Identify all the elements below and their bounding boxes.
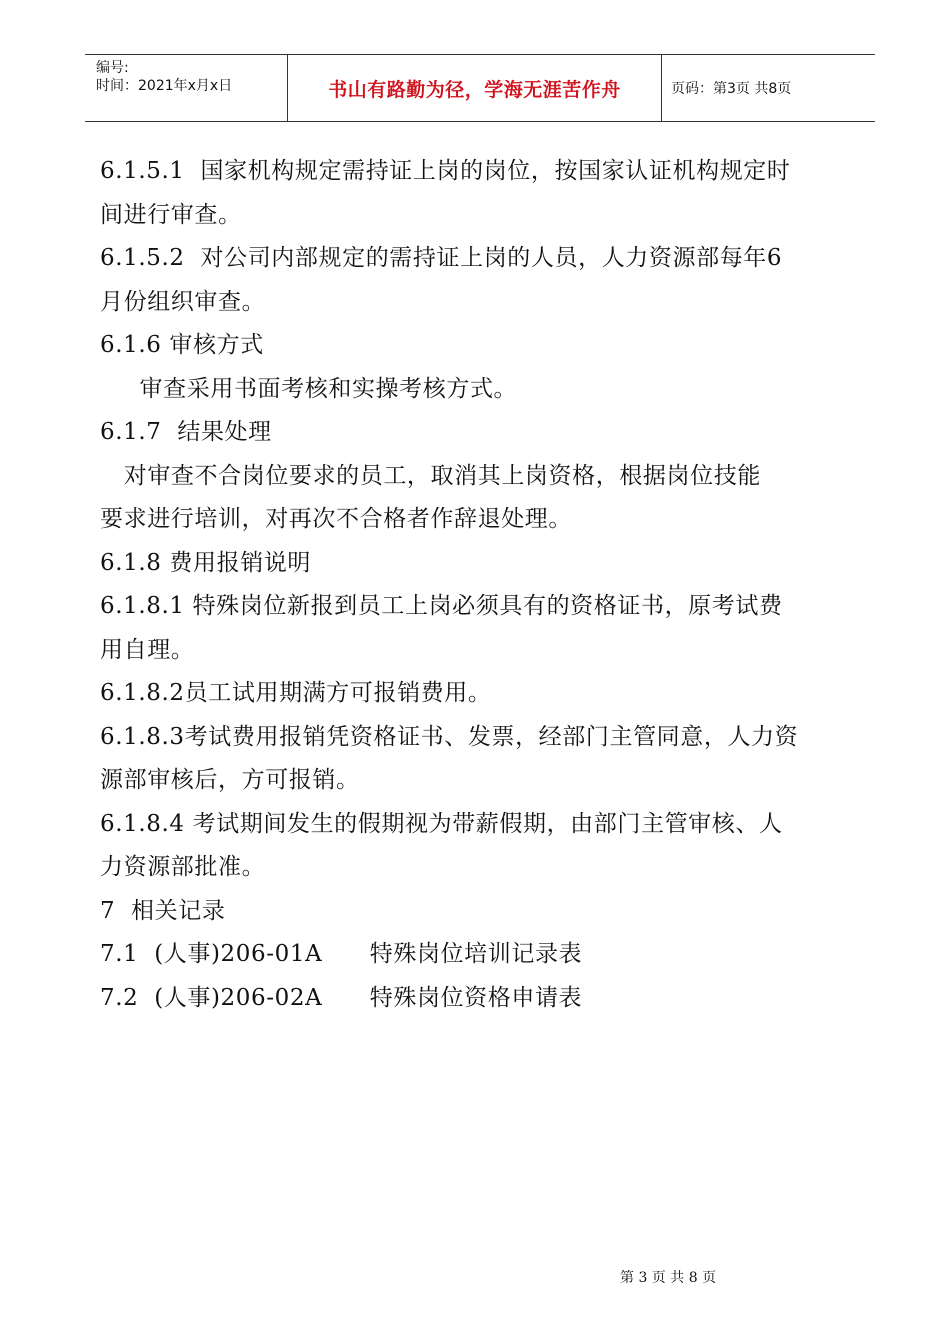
serial-number-label: 编号:	[96, 60, 129, 76]
record-item: 7.2 (人事)206-02A 特殊岗位资格申请表	[100, 984, 583, 1011]
header-meta	[85, 55, 288, 121]
header-motto: 书山有路勤为径，学海无涯苦作舟	[288, 55, 662, 121]
text-line: 用自理。	[100, 636, 195, 663]
date-label: 时间：2021年x月x日	[96, 78, 233, 94]
document-body	[100, 150, 860, 1020]
header-page-info: 页码：第3页 共8页	[671, 81, 792, 97]
page-header	[85, 54, 875, 122]
text-line: 间进行审查。	[100, 201, 242, 228]
section-heading: 6.1.8 费用报销说明	[100, 549, 312, 576]
text-line: 6.1.8.4 考试期间发生的假期视为带薪假期，由部门主管审核、人	[100, 810, 783, 837]
text-line: 6.1.8.2员工试用期满方可报销费用。	[100, 680, 492, 706]
text-line: 力资源部批准。	[100, 854, 266, 880]
text-line: 6.1.8.1 特殊岗位新报到员工上岗必须具有的资格证书，原考试费	[100, 593, 783, 619]
section-heading: 7 相关记录	[100, 897, 226, 924]
text-line: 月份组织审查。	[100, 288, 266, 315]
text-line: 6.1.8.3考试费用报销凭资格证书、发票，经部门主管同意，人力资	[100, 723, 799, 750]
text-line: 审查采用书面考核和实操考核方式。	[100, 375, 518, 402]
record-item: 7.1 (人事)206-01A 特殊岗位培训记录表	[100, 941, 583, 967]
text-line: 对审查不合岗位要求的员工，取消其上岗资格，根据岗位技能	[100, 462, 761, 489]
section-heading: 6.1.6 审核方式	[100, 332, 264, 358]
section-heading: 6.1.7 结果处理	[100, 419, 272, 445]
text-line: 6.1.5.2 对公司内部规定的需持证上岗的人员，人力资源部每年6	[100, 245, 783, 271]
text-line: 源部审核后，方可报销。	[100, 767, 360, 793]
page-footer: 第 3 页 共 8 页	[620, 1270, 717, 1286]
text-line: 6.1.5.1 国家机构规定需持证上岗的岗位，按国家认证机构规定时	[100, 158, 791, 184]
text-line: 要求进行培训，对再次不合格者作辞退处理。	[100, 506, 572, 532]
